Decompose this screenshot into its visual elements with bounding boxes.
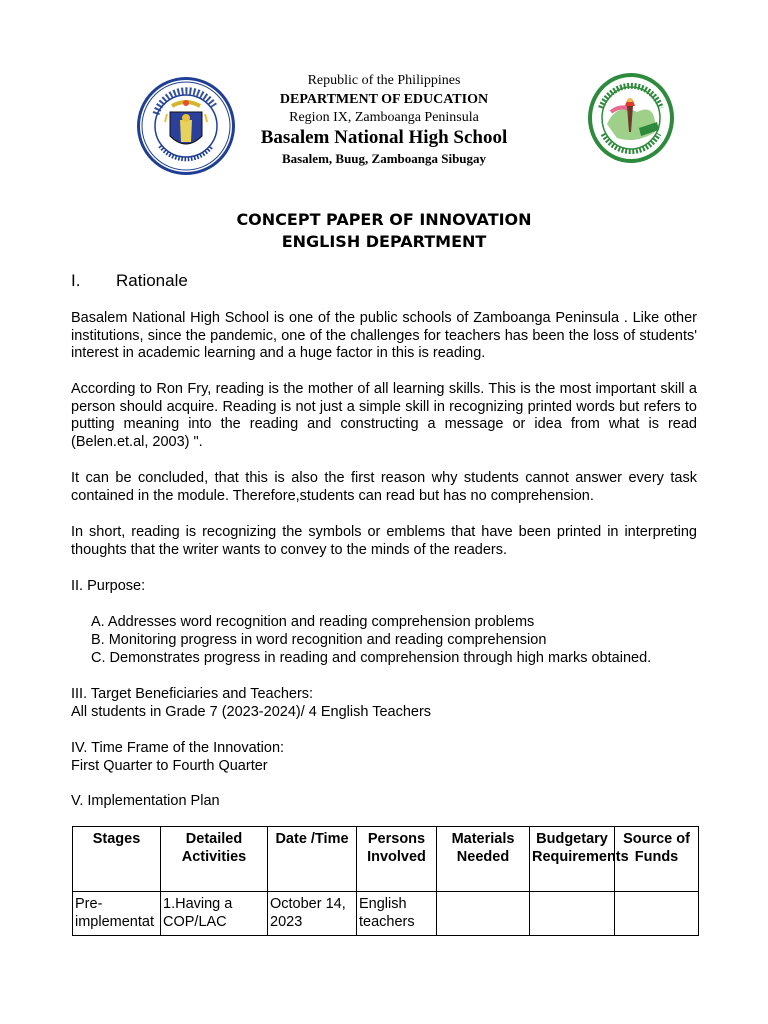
beneficiaries-heading: III. Target Beneficiaries and Teachers: <box>71 686 314 702</box>
column-header: Budgetary Requirements <box>530 827 615 892</box>
document-title: CONCEPT PAPER OF INNOVATION <box>236 210 532 229</box>
rationale-paragraph: According to Ron Fry, reading is the mother of all learning skills. This is the most important skill a person should acquire. Reading is not just a simple skill in recognizing printed words but refers to putting meaning into the reading and constructing a message or idea from what is read (Belen.et.al, 2003) ". <box>71 381 697 450</box>
rationale-paragraph: In short, reading is recognizing the symbols or emblems that have been printed in interpreting thoughts that the writer wants to convey to the minds of the readers. <box>71 524 697 558</box>
column-header: Materials Needed <box>437 827 530 892</box>
table-cell: English teachers <box>357 892 437 936</box>
table-header-row <box>73 827 699 892</box>
column-header: Source of Funds <box>615 827 699 892</box>
rationale-paragraph: It can be concluded, that this is also the first reason why students cannot answer every task contained in the module. Therefore,students can read but has no comprehension. <box>71 470 697 504</box>
table-cell <box>615 892 699 936</box>
rationale-paragraph: Basalem National High School is one of the public schools of Zamboanga Peninsula . Like other institutions, since the pandemic, one of the challenges for teachers has been the loss of students' interest in academic learning and a huge factor in this is reading. <box>71 310 697 362</box>
column-header: Stages <box>73 827 161 892</box>
implementation-table <box>72 826 699 936</box>
table-cell: 1.Having a COP/LAC <box>161 892 268 936</box>
column-header: Detailed Activities <box>161 827 268 892</box>
purpose-item: C. Demonstrates progress in reading and comprehension through high marks obtained. <box>91 650 652 666</box>
table-cell: October 14, 2023 <box>268 892 357 936</box>
deped-seal-icon <box>136 76 236 176</box>
table-cell <box>437 892 530 936</box>
rationale-number: I. <box>71 271 81 290</box>
column-header: Date /Time <box>268 827 357 892</box>
purpose-heading: II. Purpose: <box>71 578 146 594</box>
beneficiaries-value: All students in Grade 7 (2023-2024)/ 4 English Teachers <box>71 704 432 720</box>
timeframe-value: First Quarter to Fourth Quarter <box>71 758 268 774</box>
header-school-name: Basalem National High School <box>260 127 508 148</box>
division-seal-icon <box>587 72 675 164</box>
rationale-heading-text: Rationale <box>116 271 188 290</box>
purpose-item: B. Monitoring progress in word recognition and reading comprehension <box>91 632 547 648</box>
header-school-address: Basalem, Buug, Zamboanga Sibugay <box>281 151 487 166</box>
purpose-item: A. Addresses word recognition and reading comprehension problems <box>91 614 535 630</box>
column-header: Persons Involved <box>357 827 437 892</box>
table-cell <box>530 892 615 936</box>
header-region: Region IX, Zamboanga Peninsula <box>289 110 479 125</box>
header-republic: Republic of the Philippines <box>307 73 461 88</box>
table-cell: Pre-implementat <box>73 892 161 936</box>
rationale-heading <box>71 271 188 291</box>
implementation-heading: V. Implementation Plan <box>71 793 220 809</box>
table-row <box>73 892 699 936</box>
header-department: DEPARTMENT OF EDUCATION <box>279 92 489 107</box>
document-subtitle: ENGLISH DEPARTMENT <box>281 232 487 251</box>
timeframe-heading: IV. Time Frame of the Innovation: <box>71 740 285 756</box>
